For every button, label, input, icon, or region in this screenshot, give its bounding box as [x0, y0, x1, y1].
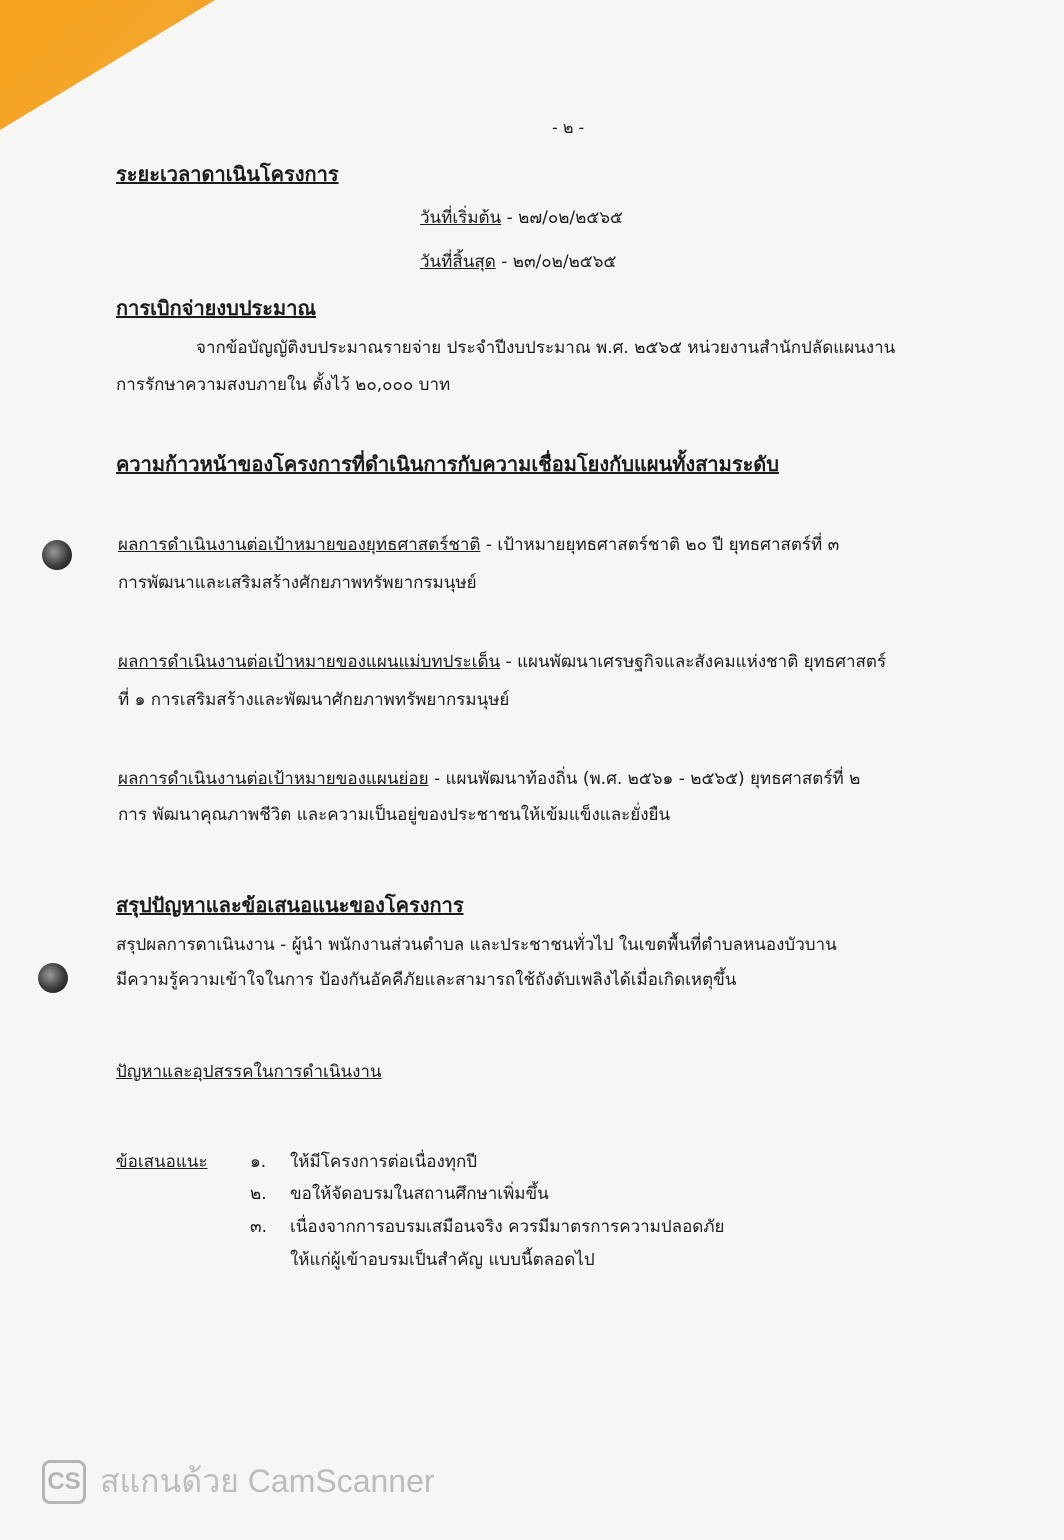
- master-plan-line-1: [118, 652, 886, 672]
- budget-heading: การเบิกจ่ายงบประมาณ: [116, 296, 316, 320]
- start-date-value: - ๒๗/๐๒/๒๕๖๕: [506, 208, 623, 228]
- sub-plan-line-2: การ พัฒนาคุณภาพชีวิต และความเป็นอยู่ของประชาชนให้เข้มแข็งและยั่งยืน: [118, 805, 671, 825]
- punch-hole: [38, 963, 68, 993]
- suggestion-text: ให้มีโครงการต่อเนื่องทุกปี: [290, 1152, 478, 1172]
- start-date-label: วันที่เริ่มต้น: [420, 208, 502, 228]
- national-strategy-line-2: การพัฒนาและเสริมสร้างศักยภาพทรัพยากรมนุษย์: [118, 573, 477, 593]
- suggestions-label: ข้อเสนอแนะ: [116, 1152, 208, 1172]
- master-plan-label: ผลการดำเนินงานต่อเป้าหมายของแผนแม่บทประเด็น: [118, 652, 501, 672]
- sub-plan-label: ผลการดำเนินงานต่อเป้าหมายของแผนย่อย: [118, 769, 429, 789]
- camscanner-text: สแกนด้วย CamScanner: [100, 1463, 435, 1499]
- suggestion-text: เนื่องจากการอบรมเสมือนจริง ควรมีมาตรการความปลอดภัย: [290, 1217, 725, 1237]
- summary-line-1: สรุปผลการดาเนินงาน - ผู้นำ พนักงานส่วนตำบล และประชาชนทั่วไป ในเขตพื้นที่ตำบลหนองบัวบาน: [116, 935, 837, 955]
- punch-hole: [42, 540, 72, 570]
- national-strategy-label: ผลการดำเนินงานต่อเป้าหมายของยุทธศาสตร์ชาติ: [118, 535, 481, 555]
- summary-heading: สรุปปัญหาและข้อเสนอแนะของโครงการ: [116, 893, 464, 917]
- end-date-label: วันที่สิ้นสุด: [420, 252, 496, 272]
- progress-heading: ความก้าวหน้าของโครงการที่ดำเนินการกับความเชื่อมโยงกับแผนทั้งสามระดับ: [116, 452, 779, 476]
- duration-heading: ระยะเวลาดาเนินโครงการ: [116, 162, 339, 186]
- suggestion-number: ๑.: [250, 1152, 267, 1172]
- orange-corner: [0, 0, 215, 130]
- problems-label: ปัญหาและอุปสรรคในการดำเนินงาน: [116, 1062, 382, 1082]
- budget-line-2: การรักษาความสงบภายใน ตั้งไว้ ๒๐,๐๐๐ บาท: [116, 375, 451, 395]
- national-strategy-line-1: [118, 535, 839, 555]
- sub-plan-line-1: [118, 769, 860, 789]
- camscanner-logo-icon: CS: [42, 1460, 86, 1504]
- master-plan-text: - แผนพัฒนาเศรษฐกิจและสังคมแห่งชาติ ยุทธศาสตร์: [500, 652, 887, 672]
- suggestion-text: ขอให้จัดอบรมในสถานศึกษาเพิ่มขึ้น: [290, 1184, 549, 1204]
- suggestion-number: ๒.: [250, 1184, 267, 1204]
- end-date-value: - ๒๓/๐๒/๒๕๖๕: [501, 252, 617, 272]
- end-date: [420, 252, 616, 272]
- page-number: - ๒ -: [552, 118, 585, 137]
- suggestion-number: ๓.: [250, 1217, 268, 1237]
- master-plan-line-2: ที่ ๑ การเสริมสร้างและพัฒนาศักยภาพทรัพยากรมนุษย์: [118, 690, 510, 710]
- budget-line-1: จากข้อบัญญัติงบประมาณรายจ่าย ประจำปีงบประมาณ พ.ศ. ๒๕๖๕ หน่วยงานสำนักปลัดแผนงาน: [196, 338, 896, 358]
- camscanner-watermark: [42, 1456, 435, 1507]
- start-date: [420, 208, 623, 228]
- national-strategy-text: - เป้าหมายยุทธศาสตร์ชาติ ๒๐ ปี ยุทธศาสตร์ที่ ๓: [480, 535, 840, 555]
- sub-plan-text: - แผนพัฒนาท้องถิ่น (พ.ศ. ๒๕๖๑ - ๒๕๖๕) ยุทธศาสตร์ที่ ๒: [428, 769, 861, 789]
- summary-line-2: มีความรู้ความเข้าใจในการ ป้องกันอัคคีภัยและสามารถใช้ถังดับเพลิงได้เมื่อเกิดเหตุขึ้น: [116, 970, 737, 990]
- suggestion-text-continued: ให้แก่ผู้เข้าอบรมเป็นสำคัญ แบบนี้ตลอดไป: [290, 1250, 595, 1270]
